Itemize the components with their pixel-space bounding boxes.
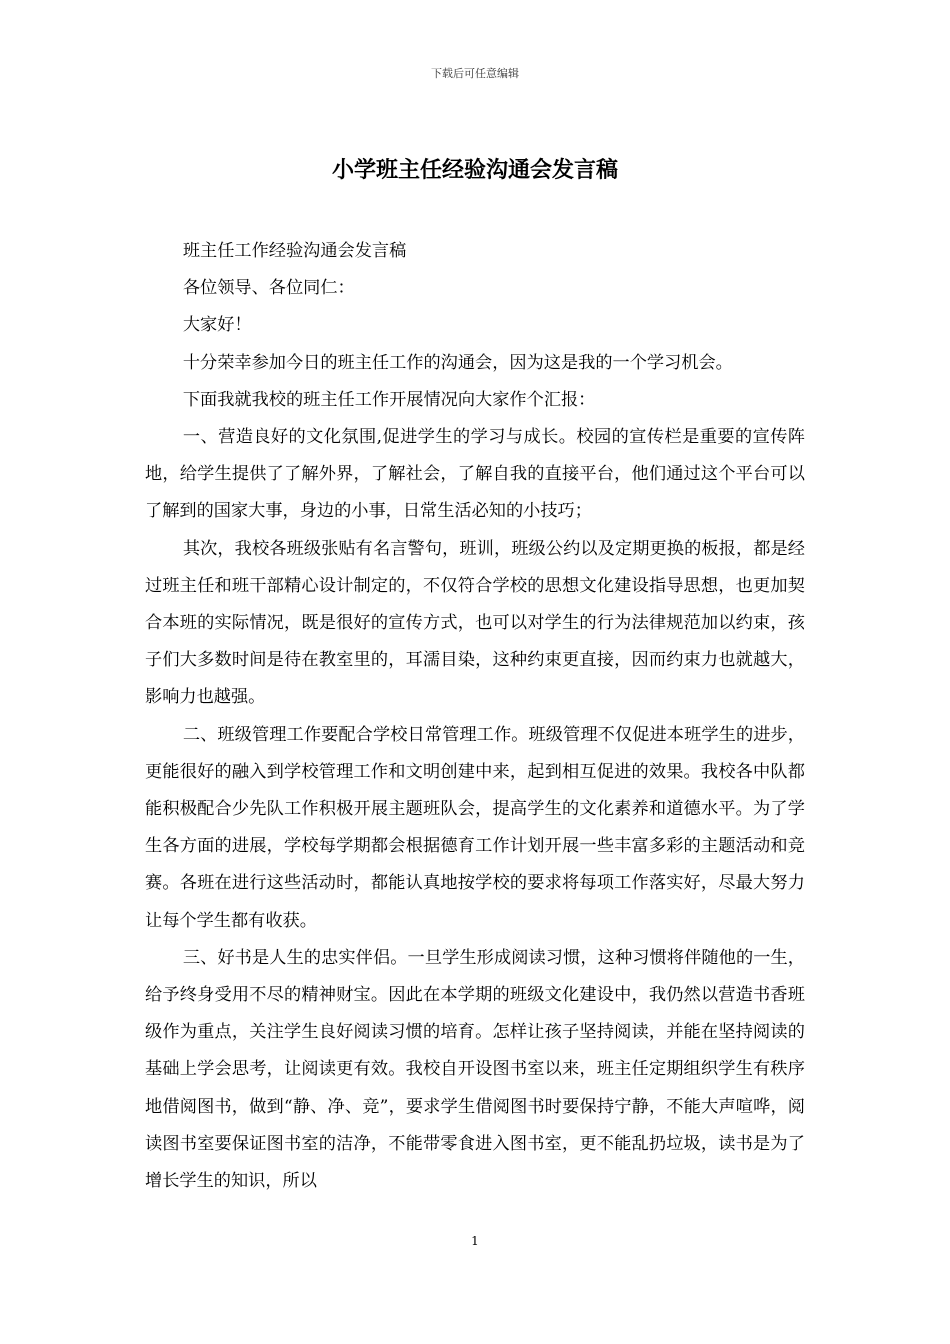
document-title: 小学班主任经验沟通会发言稿 xyxy=(331,157,618,183)
paragraph-section-three: 三、好书是人生的忠实伴侣。一旦学生形成阅读习惯，这种习惯将伴随他的一生，给予终身受用不尽的精神财宝。因此在本学期的班级文化建设中，我仍然以营造书香班级作为重点，关注学生良好阅读习惯的培育。怎样让孩子坚持阅读，并能在坚持阅读的基础上学会思考，让阅读更有效。我校自开设图书室以来，班主任定期组织学生有秩序地借阅图书，做到“静、净、竞”，要求学生借阅图书时要保持宁静，不能大声喧哗，阅读图书室要保证图书室的洁净，不能带零食进入图书室，更不能乱扔垃圾，读书是为了增长学生的知识，所以 xyxy=(145,947,805,1192)
page-number: 1 xyxy=(471,1234,479,1248)
paragraph-greeting: 大家好！ xyxy=(182,315,252,336)
paragraph-section-one: 一、营造良好的文化氛围,促进学生的学习与成长。校园的宣传栏是重要的宣传阵地，给学生提供了了解外界，了解社会，了解自我的直接平台，他们通过这个平台可以了解到的国家大事，身边的小事，日常生活必知的小技巧； xyxy=(145,427,805,522)
paragraph-speech-heading: 班主任工作经验沟通会发言稿 xyxy=(182,241,407,261)
paragraph-salutation: 各位领导、各位同仁： xyxy=(182,278,355,299)
paragraph-opening: 十分荣幸参加今日的班主任工作的沟通会，因为这是我的一个学习机会。 xyxy=(182,352,733,373)
header-note: 下载后可任意编辑 xyxy=(431,67,519,80)
document-body xyxy=(145,233,805,1200)
paragraph-section-two: 二、班级管理工作要配合学校日常管理工作。班级管理不仅促进本班学生的进步，更能很好的融入到学校管理工作和文明创建中来，起到相互促进的效果。我校各中队都能积极配合少先队工作积极开展主题班队会，提高学生的文化素养和道德水平。为了学生各方面的进展，学校每学期都会根据德育工作计划开展一些丰富多彩的主题活动和竞赛。各班在进行这些活动时，都能认真地按学校的要求将每项工作落实好，尽最大努力让每个学生都有收获。 xyxy=(145,724,805,931)
paragraph-introduction: 下面我就我校的班主任工作开展情况向大家作个汇报： xyxy=(182,389,596,410)
paragraph-section-one-continued: 其次，我校各班级张贴有名言警句，班训，班级公约以及定期更换的板报，都是经过班主任和班干部精心设计制定的，不仅符合学校的思想文化建设指导思想，也更加契合本班的实际情况，既是很好的宣传方式，也可以对学生的行为法律规范加以约束，孩子们大多数时间是待在教室里的，耳濡目染，这种约束更直接，因而约束力也就越大，影响力也越强。 xyxy=(145,538,805,708)
